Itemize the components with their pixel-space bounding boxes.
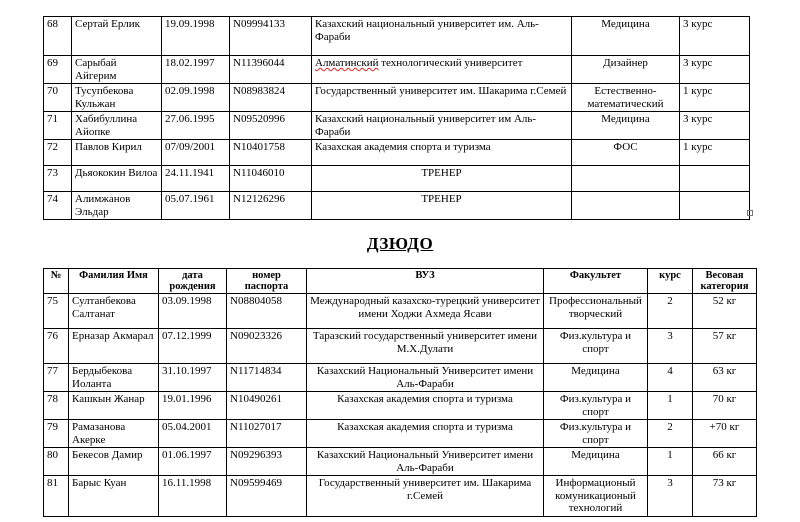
course: 4 — [648, 364, 693, 392]
university: Казахская академия спорта и туризма — [312, 140, 572, 166]
weight-category: 63 кг — [693, 364, 757, 392]
university-name-part: Алматинский — [315, 57, 379, 69]
birth-date: 27.06.1995 — [162, 112, 230, 140]
table-header-row — [44, 269, 757, 294]
row-number: 79 — [44, 420, 69, 448]
university: Казахский национальный университет им. Аль-Фараби — [312, 17, 572, 56]
university: Казахский Национальный Университет имени Аль-Фараби — [307, 364, 544, 392]
faculty: Медицина — [572, 112, 680, 140]
row-number: 80 — [44, 448, 69, 476]
header-number: № — [44, 269, 69, 294]
athlete-name: Ерназар Акмарал — [69, 329, 159, 364]
table-row — [44, 56, 750, 84]
course: 3 — [648, 476, 693, 517]
birth-date: 31.10.1997 — [159, 364, 227, 392]
passport-number: N09994133 — [230, 17, 312, 56]
faculty — [572, 166, 680, 192]
table-row — [44, 476, 757, 517]
weight-category: 66 кг — [693, 448, 757, 476]
passport-number: N12126296 — [230, 192, 312, 220]
athlete-name: Сертай Ерлик — [72, 17, 162, 56]
course: 1 курс — [680, 84, 750, 112]
passport-number: N09023326 — [227, 329, 307, 364]
birth-date: 07/09/2001 — [162, 140, 230, 166]
university: Международный казахско-турецкий университет имени Ходжи Ахмеда Ясави — [307, 294, 544, 329]
birth-date: 18.02.1997 — [162, 56, 230, 84]
row-number: 70 — [44, 84, 72, 112]
header-passport: номер паспорта — [227, 269, 307, 294]
passport-number: N11714834 — [227, 364, 307, 392]
faculty: ФОС — [572, 140, 680, 166]
weight-category: 73 кг — [693, 476, 757, 517]
row-number: 75 — [44, 294, 69, 329]
faculty: Физ.культура и спорт — [544, 420, 648, 448]
faculty: Информационый комуникационый технологий — [544, 476, 648, 517]
faculty: Естественно-математический — [572, 84, 680, 112]
athlete-name: Тусупбекова Кульжан — [72, 84, 162, 112]
birth-date: 02.09.1998 — [162, 84, 230, 112]
faculty: Профессиональный творческий — [544, 294, 648, 329]
course: 3 курс — [680, 17, 750, 56]
row-number: 69 — [44, 56, 72, 84]
athlete-name: Хабибуллина Айопке — [72, 112, 162, 140]
judo-table — [43, 268, 757, 517]
passport-number: N08983824 — [230, 84, 312, 112]
table-row — [44, 192, 750, 220]
birth-date: 05.07.1961 — [162, 192, 230, 220]
header-birth-date: дата рождения — [159, 269, 227, 294]
athlete-name: Рамазанова Акерке — [69, 420, 159, 448]
athlete-name: Павлов Кирил — [72, 140, 162, 166]
passport-number: N09599469 — [227, 476, 307, 517]
birth-date: 24.11.1941 — [162, 166, 230, 192]
header-course: курс — [648, 269, 693, 294]
table-row — [44, 420, 757, 448]
table-row — [44, 166, 750, 192]
table-row — [44, 448, 757, 476]
university: ТРЕНЕР — [312, 192, 572, 220]
faculty: Медицина — [572, 17, 680, 56]
faculty: Дизайнер — [572, 56, 680, 84]
row-number: 76 — [44, 329, 69, 364]
passport-number: N11046010 — [230, 166, 312, 192]
table-end-marker — [747, 210, 753, 216]
birth-date: 03.09.1998 — [159, 294, 227, 329]
course: 1 — [648, 392, 693, 420]
athlete-name: Султанбекова Салтанат — [69, 294, 159, 329]
row-number: 77 — [44, 364, 69, 392]
faculty: Медицина — [544, 448, 648, 476]
section-title-judo: ДЗЮДО — [366, 234, 434, 253]
table-row — [44, 364, 757, 392]
faculty: Медицина — [544, 364, 648, 392]
row-number: 71 — [44, 112, 72, 140]
passport-number: N09296393 — [227, 448, 307, 476]
course: 1 курс — [680, 140, 750, 166]
university-name-rest: технологический университет — [378, 57, 523, 69]
table-row — [44, 112, 750, 140]
weight-category: 52 кг — [693, 294, 757, 329]
athlete-name: Барыс Куан — [69, 476, 159, 517]
course — [680, 166, 750, 192]
course: 3 курс — [680, 56, 750, 84]
table-row — [44, 392, 757, 420]
weight-category: 57 кг — [693, 329, 757, 364]
university: ТРЕНЕР — [312, 166, 572, 192]
birth-date: 07.12.1999 — [159, 329, 227, 364]
university: Государственный университет им. Шакарима г.Семей — [312, 84, 572, 112]
course: 1 — [648, 448, 693, 476]
birth-date: 19.09.1998 — [162, 17, 230, 56]
table-row — [44, 17, 750, 56]
weight-category: 70 кг — [693, 392, 757, 420]
row-number: 81 — [44, 476, 69, 517]
athlete-name: Бердыбекова Иоланта — [69, 364, 159, 392]
row-number: 73 — [44, 166, 72, 192]
passport-number: N09520996 — [230, 112, 312, 140]
row-number: 68 — [44, 17, 72, 56]
course — [680, 192, 750, 220]
row-number: 78 — [44, 392, 69, 420]
athlete-name: Бекесов Дамир — [69, 448, 159, 476]
university: Казахский национальный университет им Аль-Фараби — [312, 112, 572, 140]
athlete-name: Кашкын Жанар — [69, 392, 159, 420]
birth-date: 05.04.2001 — [159, 420, 227, 448]
university — [312, 56, 572, 84]
row-number: 72 — [44, 140, 72, 166]
course: 3 — [648, 329, 693, 364]
passport-number: N11027017 — [227, 420, 307, 448]
athlete-name: Алимжанов Эльдар — [72, 192, 162, 220]
header-faculty: Факультет — [544, 269, 648, 294]
row-number: 74 — [44, 192, 72, 220]
header-weight: Весовая категория — [693, 269, 757, 294]
athlete-name: Сарыбай Айгерим — [72, 56, 162, 84]
faculty: Физ.культура и спорт — [544, 392, 648, 420]
table-row — [44, 294, 757, 329]
athlete-name: Дьяококин Вилоа — [72, 166, 162, 192]
header-name: Фамилия Имя — [69, 269, 159, 294]
course: 2 — [648, 294, 693, 329]
athletes-table-top — [43, 16, 750, 220]
passport-number: N08804058 — [227, 294, 307, 329]
faculty — [572, 192, 680, 220]
university: Таразский государственный университет имени М.Х.Дулати — [307, 329, 544, 364]
passport-number: N11396044 — [230, 56, 312, 84]
passport-number: N10401758 — [230, 140, 312, 166]
birth-date: 19.01.1996 — [159, 392, 227, 420]
weight-category: +70 кг — [693, 420, 757, 448]
faculty: Физ.культура и спорт — [544, 329, 648, 364]
university: Казахский Национальный Университет имени Аль-Фараби — [307, 448, 544, 476]
table-row — [44, 329, 757, 364]
university: Государственный университет им. Шакарима г.Семей — [307, 476, 544, 517]
passport-number: N10490261 — [227, 392, 307, 420]
course: 3 курс — [680, 112, 750, 140]
birth-date: 16.11.1998 — [159, 476, 227, 517]
course: 2 — [648, 420, 693, 448]
table-row — [44, 84, 750, 112]
header-university: ВУЗ — [307, 269, 544, 294]
table-row — [44, 140, 750, 166]
university: Казахская академия спорта и туризма — [307, 392, 544, 420]
university: Казахская академия спорта и туризма — [307, 420, 544, 448]
birth-date: 01.06.1997 — [159, 448, 227, 476]
